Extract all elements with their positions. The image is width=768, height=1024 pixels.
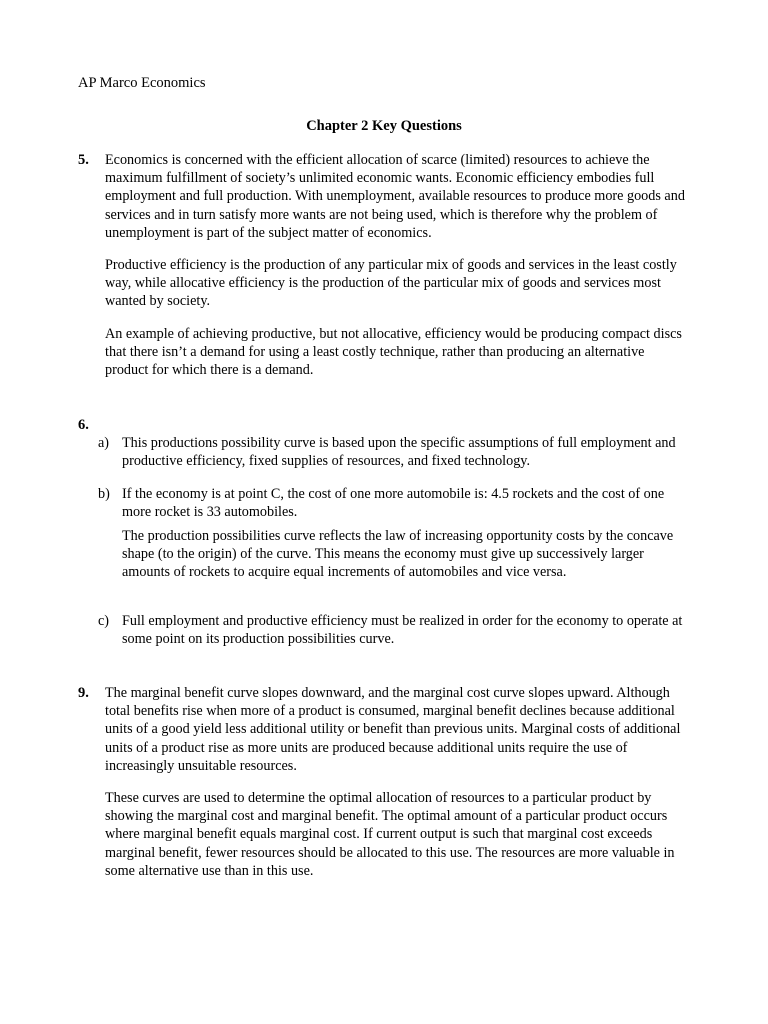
part-b-label: b) <box>98 486 110 502</box>
question-6-number: 6. <box>78 417 89 433</box>
question-9-paragraph-1: The marginal benefit curve slopes downward, and the marginal cost curve slopes upward. Although total benefits rise when more of a product is consumed, marginal benefit declines because additional units of a good yield less additional utility or benefit than previous units. Marginal costs of additional units of a product rise as more units are produced because additional units require the use of increasingly unsuitable resources. <box>105 685 681 774</box>
question-5-paragraph-1: Economics is concerned with the efficient allocation of scarce (limited) resources to achieve the maximum fulfillment of society’s unlimited economic wants. Economic efficiency embodies full employment and full production. With unemployment, available resources to produce more goods and services and in turn satisfy more wants are not being used, which is therefore why the problem of unemployment is part of the subject matter of economics. <box>105 152 685 241</box>
question-5-paragraph-3: An example of achieving productive, but not allocative, efficiency would be producing compact discs that there isn’t a demand for using a least costly technique, rather than producing an alternative product for which there is a demand. <box>105 326 682 379</box>
question-9-number: 9. <box>78 685 89 701</box>
question-6-part-c <box>98 612 693 648</box>
part-c-label: c) <box>98 613 110 629</box>
question-6-part-b-explanation: The production possibilities curve reflects the law of increasing opportunity costs by the concave shape (to the origin) of the curve. This means the economy must give up successively larger amounts of rockets to acquire equal increments of automobiles and vice versa. <box>122 528 674 581</box>
question-5-number: 5. <box>78 152 89 168</box>
question-9-paragraph-2: These curves are used to determine the optimal allocation of resources to a particular product by showing the marginal cost and marginal benefit. The optimal amount of a particular product occurs where marginal benefit equals marginal cost. If current output is such that marginal cost exceeds marginal benefit, fewer resources should be allocated to this use. The resources are more valuable in some alternative use than in this use. <box>105 790 675 879</box>
question-6-part-a <box>98 434 693 470</box>
part-b-text: If the economy is at point C, the cost of one more automobile is: 4.5 rockets and the cost of one more rocket is 33 automobiles. <box>122 486 665 521</box>
part-a-label: a) <box>98 435 110 451</box>
course-title: AP Marco Economics <box>78 75 206 91</box>
question-6-part-b <box>98 485 693 521</box>
part-c-text: Full employment and productive efficiency must be realized in order for the economy to operate at some point on its production possibilities curve. <box>122 613 683 648</box>
chapter-title: Chapter 2 Key Questions <box>306 118 462 134</box>
part-a-text: This productions possibility curve is based upon the specific assumptions of full employment and productive efficiency, fixed supplies of resources, and fixed technology. <box>122 435 676 470</box>
question-5-paragraph-2: Productive efficiency is the production of any particular mix of goods and services in the least costly way, while allocative efficiency is the production of the particular mix of goods and services most wanted by society. <box>105 257 677 310</box>
